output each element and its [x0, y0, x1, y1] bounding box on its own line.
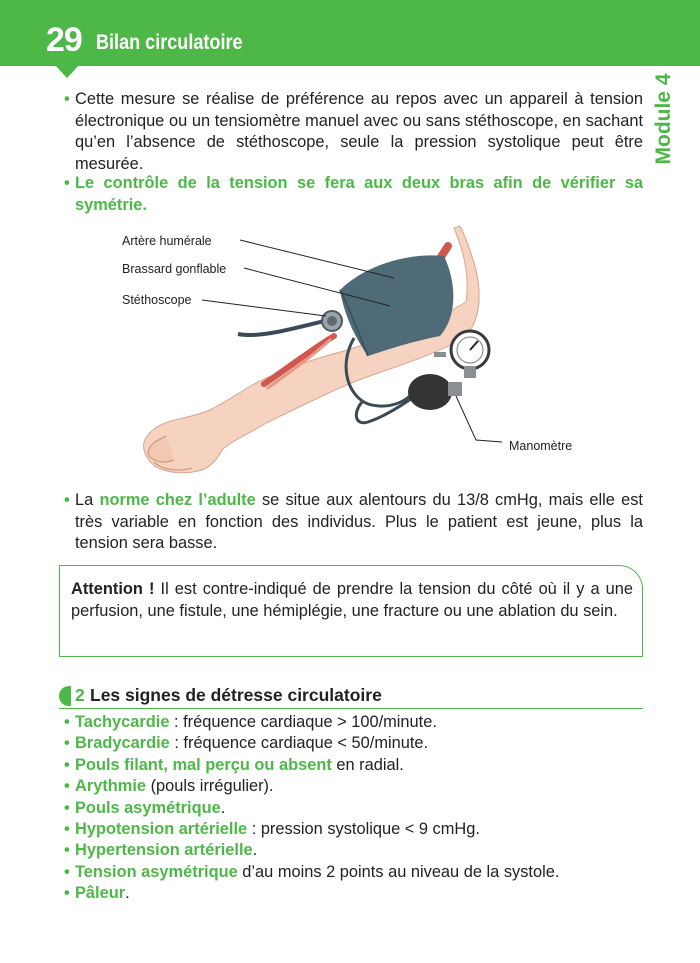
intro-text-2: Le contrôle de la tension se fera aux deux bras afin de vérifier sa symétrie. — [75, 174, 643, 214]
sign-detail: . — [220, 798, 226, 817]
sign-term: Pouls filant, mal perçu ou absent — [75, 755, 332, 774]
attention-callout — [59, 565, 643, 657]
label-cuff: Brassard gonflable — [122, 262, 227, 276]
bullet-icon: • — [64, 90, 70, 108]
bullet-icon: • — [64, 798, 70, 817]
label-manometer: Manomètre — [509, 439, 573, 453]
norm-highlight: norme chez l’adulte — [99, 491, 256, 509]
sign-term: Bradycardie — [75, 734, 170, 753]
callout-body: Il est contre-indiqué de prendre la tension du côté où il y a une perfusion, une fistule, une hémiplégie, une fracture ou une ablation du sein. — [71, 580, 633, 620]
sign-term: Hypertension artérielle — [75, 841, 253, 860]
sign-detail: . — [125, 884, 130, 903]
callout-label: Attention ! — [71, 580, 155, 598]
list-item — [64, 776, 645, 797]
sign-detail: en radial. — [331, 755, 404, 774]
bullet-icon: • — [64, 174, 70, 192]
intro-text-1: Cette mesure se réalise de préférence au repos avec un appareil à tension électronique ou un tensiomètre manuel avec ou sans stéthoscope, en sachant qu’en l’absence de stéthoscope, seule la pression systolique peut être mesurée. — [75, 90, 643, 173]
sign-term: Arythmie — [75, 777, 147, 796]
module-label: Module 4 — [652, 73, 675, 165]
signs-list — [64, 712, 645, 905]
list-item — [64, 840, 645, 861]
page-title: Bilan circulatoire — [96, 31, 243, 54]
page-number: 29 — [46, 21, 82, 59]
bullet-icon: • — [64, 491, 70, 509]
sign-term: Hypotension artérielle — [75, 820, 248, 839]
section-heading — [59, 684, 643, 709]
sign-detail: : pression systolique < 9 cmHg. — [247, 820, 480, 839]
bullet-icon: • — [64, 755, 70, 774]
section-title: Les signes de détresse circulatoire — [90, 685, 382, 705]
list-item — [64, 862, 645, 883]
bullet-icon: • — [64, 841, 70, 860]
bullet-icon: • — [64, 862, 70, 881]
header-notch — [54, 64, 80, 78]
label-artery: Artère humérale — [122, 234, 212, 248]
list-item — [64, 819, 645, 840]
list-item — [64, 798, 645, 819]
blood-pressure-illustration — [118, 226, 598, 492]
sign-detail: : fréquence cardiaque > 100/minute. — [169, 713, 437, 731]
norm-paragraph — [64, 490, 643, 555]
list-item — [64, 733, 645, 754]
sign-term: Pâleur — [75, 884, 126, 903]
list-item — [64, 883, 645, 904]
sign-term: Tension asymétrique — [75, 862, 238, 881]
bullet-icon: • — [64, 820, 70, 839]
list-item — [64, 712, 645, 733]
list-item — [64, 755, 645, 776]
bullet-icon: • — [64, 713, 70, 731]
intro-paragraph-2 — [64, 173, 643, 216]
sign-detail: : fréquence cardiaque < 50/minute. — [169, 734, 429, 753]
norm-rest: se situe aux alentours du 13/8 cmHg, mais elle est très variable en fonction des individus. Plus le patient est jeune, plus la tension sera basse. — [75, 491, 643, 552]
sign-detail: . — [252, 841, 258, 860]
sign-term: Pouls asymétrique — [75, 798, 221, 817]
bullet-icon: • — [64, 734, 70, 753]
sign-term: Tachycardie — [75, 713, 170, 731]
sign-detail: (pouls irrégulier). — [146, 777, 274, 796]
label-stethoscope: Stéthoscope — [122, 293, 192, 307]
module-tab — [648, 68, 680, 170]
section-tab-icon — [59, 686, 71, 706]
callout-text — [71, 578, 633, 622]
section-number: 2 — [75, 685, 85, 705]
bullet-icon: • — [64, 777, 70, 796]
norm-prefix: La — [75, 491, 100, 509]
bullet-icon: • — [64, 884, 70, 903]
intro-paragraph-1 — [64, 89, 643, 175]
sign-detail: d’au moins 2 points au niveau de la systole. — [237, 862, 560, 881]
